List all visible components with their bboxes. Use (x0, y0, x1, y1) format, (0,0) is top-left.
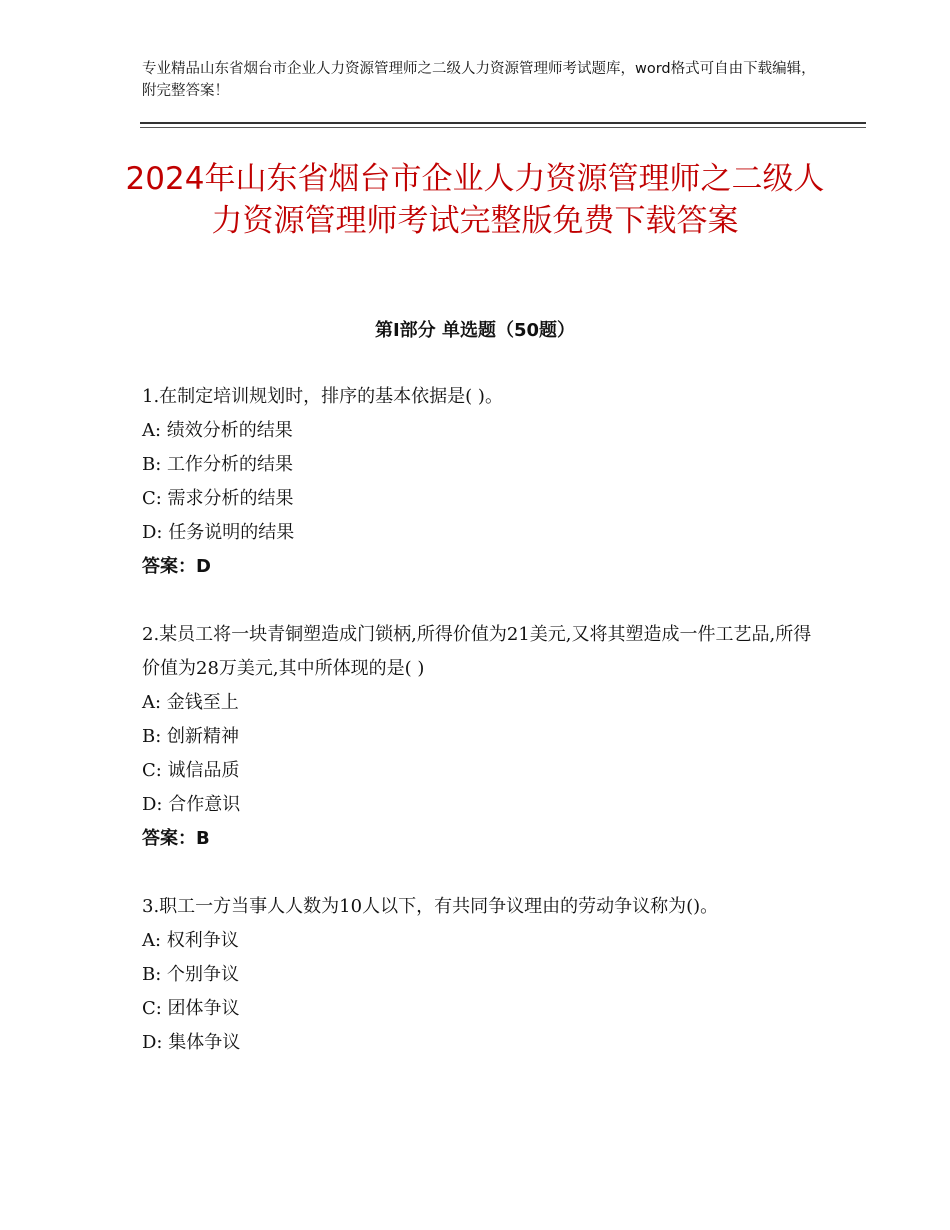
option-b: B: 个别争议 (142, 964, 240, 985)
option-a: A: 金钱至上 (142, 692, 239, 713)
option-c: C: 诚信品质 (142, 760, 240, 781)
question-2 (142, 618, 822, 856)
option-a: A: 绩效分析的结果 (142, 420, 293, 441)
header-rule-thick (140, 122, 866, 124)
question-3 (142, 890, 822, 1060)
question-stem: 2.某员工将一块青铜塑造成门锁柄,所得价值为21美元,又将其塑造成一件工艺品,所得价值为28万美元,其中所体现的是( ) (142, 624, 812, 679)
option-d: D: 集体争议 (142, 1032, 241, 1053)
header-rule-thin (140, 127, 866, 128)
option-a: A: 权利争议 (142, 930, 239, 951)
answer: 答案：B (142, 828, 210, 849)
option-c: C: 需求分析的结果 (142, 488, 294, 509)
option-c: C: 团体争议 (142, 998, 240, 1019)
section-heading: 第Ⅰ部分 单选题（50题） (374, 320, 575, 341)
option-d: D: 合作意识 (142, 794, 241, 815)
question-stem: 3.职工一方当事人人数为10人以下，有共同争议理由的劳动争议称为()。 (142, 896, 719, 917)
question-stem: 1.在制定培训规划时，排序的基本依据是( )。 (142, 386, 503, 407)
question-list (142, 380, 822, 1094)
header-note: 专业精品山东省烟台市企业人力资源管理师之二级人力资源管理师考试题库，word格式可自由下载编辑，附完整答案！ (142, 61, 816, 99)
option-d: D: 任务说明的结果 (142, 522, 295, 543)
answer: 答案：D (142, 556, 211, 577)
document-title: 2024年山东省烟台市企业人力资源管理师之二级人力资源管理师考试完整版免费下载答案 (125, 161, 825, 239)
option-b: B: 创新精神 (142, 726, 240, 747)
question-1 (142, 380, 822, 584)
option-b: B: 工作分析的结果 (142, 454, 294, 475)
